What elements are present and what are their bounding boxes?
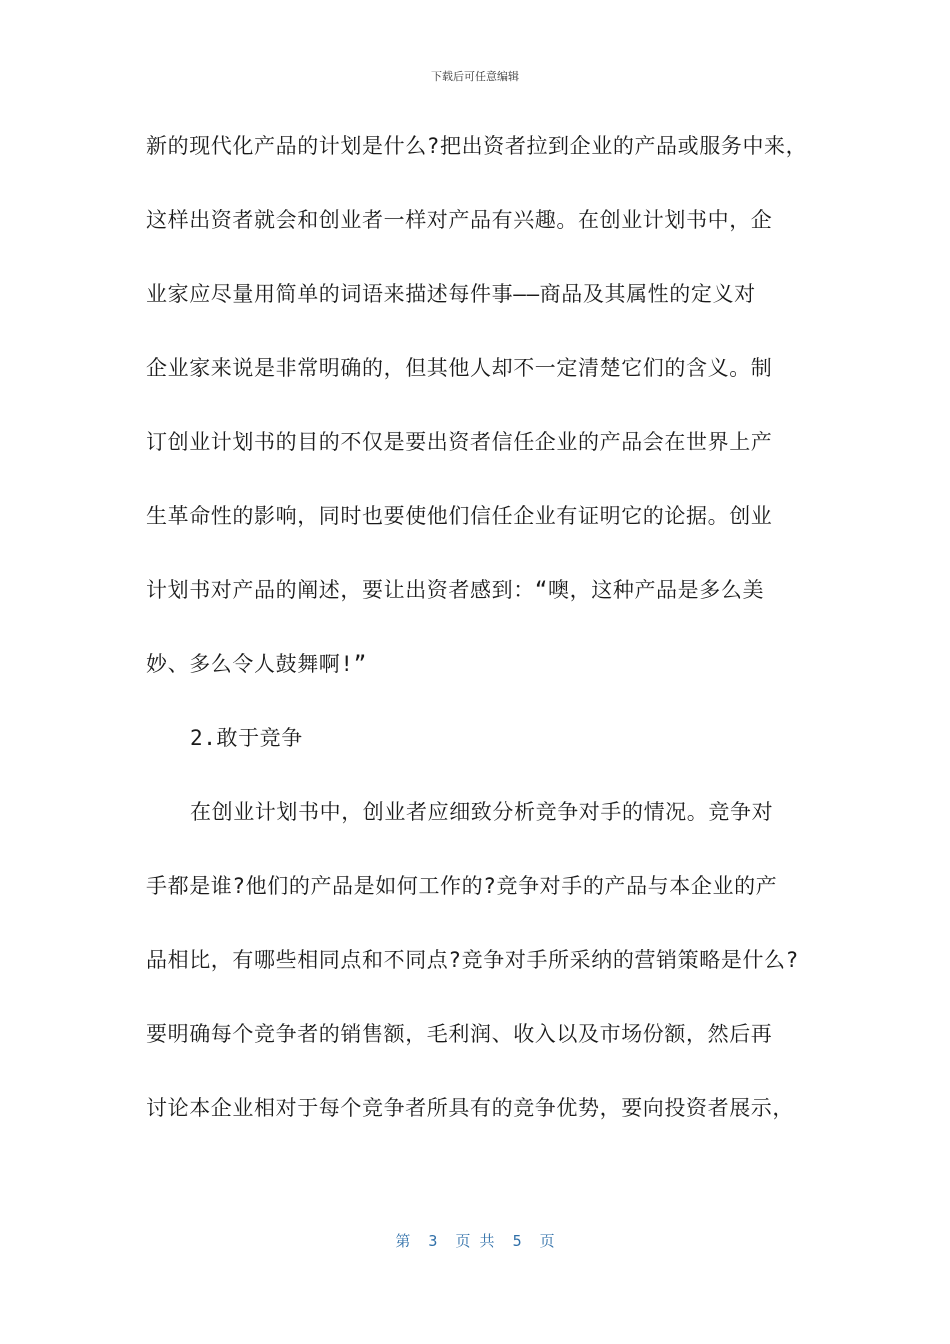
paragraph-line: 手都是谁?他们的产品是如何工作的?竞争对手的产品与本企业的产 <box>146 874 778 898</box>
section-heading: 2.敢于竞争 <box>190 726 303 750</box>
paragraph-line: 生革命性的影响，同时也要使他们信任企业有证明它的论据。创业 <box>146 504 773 528</box>
paragraph-line: 企业家来说是非常明确的，但其他人却不一定清楚它们的含义。制 <box>146 356 773 380</box>
paragraph-line: 计划书对产品的阐述，要让出资者感到：“噢，这种产品是多么美 <box>146 578 765 602</box>
paragraph-line: 这样出资者就会和创业者一样对产品有兴趣。在创业计划书中，企 <box>146 208 773 232</box>
paragraph-line: 要明确每个竞争者的销售额，毛利润、收入以及市场份额，然后再 <box>146 1022 773 1046</box>
paragraph-line: 新的现代化产品的计划是什么?把出资者拉到企业的产品或服务中来， <box>146 134 808 158</box>
paragraph-line: 在创业计划书中，创业者应细致分析竞争对手的情况。竞争对 <box>190 800 774 824</box>
paragraph-line: 业家应尽量用简单的词语来描述每件事——商品及其属性的定义对 <box>146 282 756 306</box>
paragraph-line: 讨论本企业相对于每个竞争者所具有的竞争优势，要向投资者展示， <box>146 1096 794 1120</box>
document-body <box>146 128 806 1164</box>
paragraph-line: 订创业计划书的目的不仅是要出资者信任企业的产品会在世界上产 <box>146 430 773 454</box>
page-number-footer: 第 3 页 共 5 页 <box>395 1232 555 1250</box>
paragraph-line: 妙、多么令人鼓舞啊!” <box>146 652 367 676</box>
header-note: 下载后可任意编辑 <box>431 70 519 83</box>
paragraph-line: 品相比，有哪些相同点和不同点?竞争对手所采纳的营销策略是什么? <box>146 948 799 972</box>
